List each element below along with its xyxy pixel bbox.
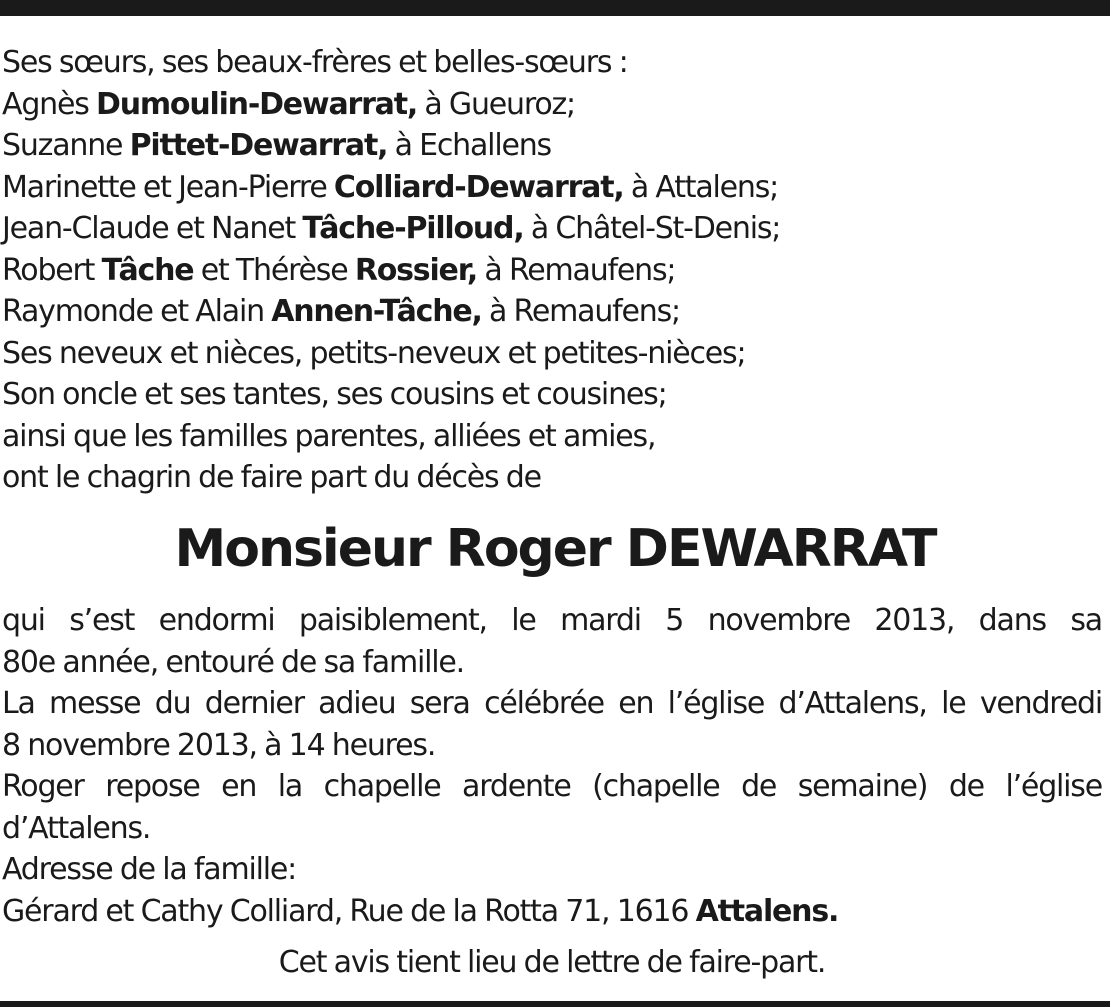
- family-line: Suzanne Pittet-Dewarrat, à Echallens: [2, 128, 551, 163]
- family-line: ont le chagrin de faire part du décès de: [2, 460, 541, 495]
- address-town: Attalens.: [695, 893, 839, 929]
- family-surname: Pittet-Dewarrat,: [129, 128, 388, 163]
- family-surname: Annen-Tâche,: [271, 294, 482, 329]
- family-surname: Rossier,: [354, 252, 478, 288]
- top-rule: [0, 0, 1110, 16]
- announcement-body: [2, 600, 1102, 932]
- rest-paragraph: Roger repose en la chapelle ardente (chapelle de semaine) de l’église d’Attalens.: [2, 769, 1102, 846]
- closing-note: Cet avis tient lieu de lettre de faire-part.: [278, 945, 826, 980]
- family-address: Gérard et Cathy Colliard, Rue de la Rotta 71, 1616 Attalens.: [2, 893, 839, 929]
- family-list: [2, 42, 1102, 499]
- family-line: Agnès Dumoulin-Dewarrat, à Gueuroz;: [2, 86, 575, 122]
- bottom-rule: [0, 1001, 1110, 1007]
- death-paragraph: qui s’est endormi paisiblement, le mardi 5 novembre 2013, dans sa 80e année, entouré de sa famille.: [2, 603, 1102, 680]
- family-surname: Tâche: [101, 252, 194, 288]
- family-line: Son oncle et ses tantes, ses cousins et cousines;: [2, 377, 667, 412]
- family-surname: Colliard-Dewarrat,: [333, 169, 624, 205]
- family-line: Robert Tâche et Thérèse Rossier, à Remaufens;: [2, 252, 676, 288]
- family-surname: Tâche-Pilloud,: [302, 211, 524, 246]
- family-line: Raymonde et Alain Annen-Tâche, à Remaufens;: [2, 294, 680, 329]
- family-line: Ses sœurs, ses beaux-frères et belles-sœurs :: [2, 45, 628, 80]
- family-line: Marinette et Jean-Pierre Colliard-Dewarrat, à Attalens;: [2, 169, 779, 205]
- deceased-name: Monsieur Roger DEWARRAT: [174, 519, 936, 579]
- mass-paragraph: La messe du dernier adieu sera célébrée en l’église d’Attalens, le vendredi 8 novembre 2013, à 14 heures.: [2, 686, 1102, 763]
- family-line: ainsi que les familles parentes, alliées et amies,: [2, 418, 656, 454]
- address-label: Adresse de la famille:: [2, 852, 297, 887]
- family-line: Jean-Claude et Nanet Tâche-Pilloud, à Châtel-St-Denis;: [2, 211, 781, 246]
- family-line: Ses neveux et nièces, petits-neveux et petites-nièces;: [2, 335, 746, 371]
- family-surname: Dumoulin-Dewarrat,: [96, 86, 418, 122]
